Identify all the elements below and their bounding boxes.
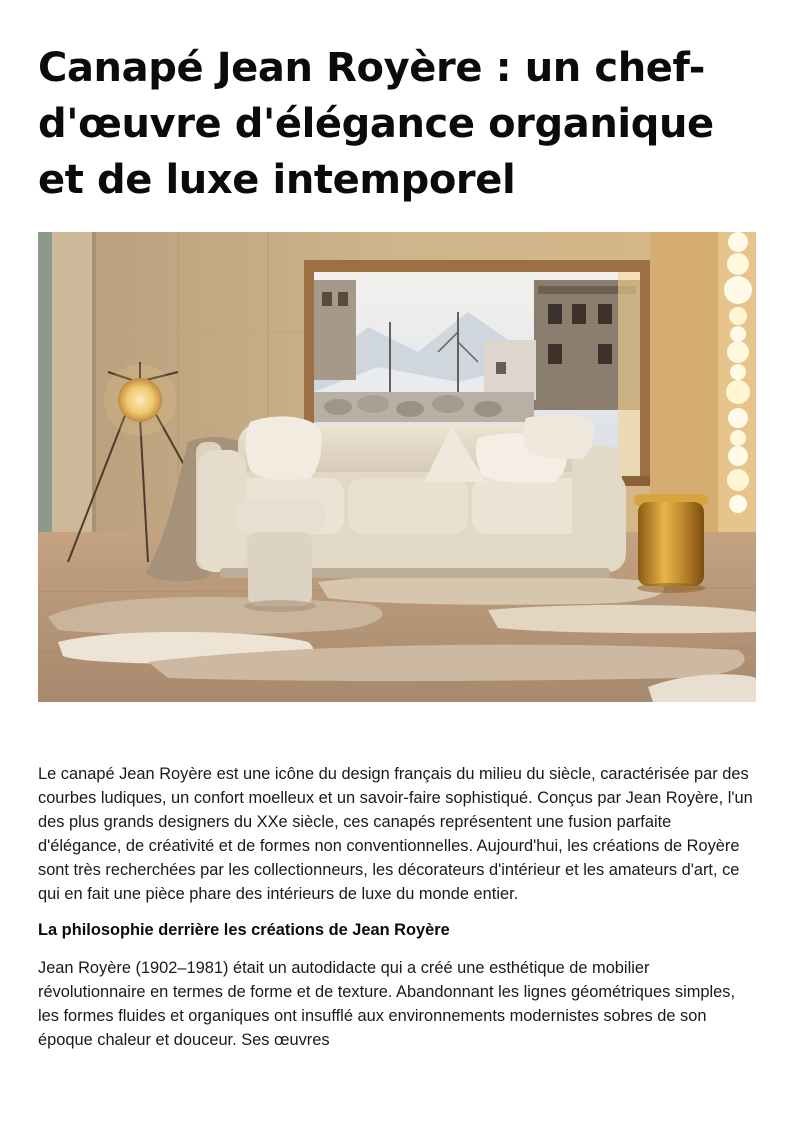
article-title: Canapé Jean Royère : un chef-d'œuvre d'élégance organique et de luxe intemporel [38, 45, 714, 203]
living-room-photo-icon [38, 232, 756, 702]
section-paragraph: Jean Royère (1902–1981) était un autodidacte qui a créé une esthétique de mobilier révolutionnaire en termes de forme et de texture. Abandonnant les lignes géométriques simples, les formes fluides et organiques ont insufflé aux environnements modernistes sobres de son époque chaleur et douceur. Ses œuvres [38, 959, 736, 1049]
hero-image [38, 232, 756, 702]
article-body [38, 762, 756, 1064]
article-page [38, 40, 756, 1049]
section-heading: La philosophie derrière les créations de Jean Royère [38, 921, 450, 939]
intro-paragraph: Le canapé Jean Royère est une icône du design français du milieu du siècle, caractérisée par des courbes ludiques, un confort moelleux et un savoir-faire sophistiqué. Conçus par Jean Royère, l'un des plus grands designers du XXe siècle, ces canapés représentent une fusion parfaite d'élégance, de créativité et de formes non conventionnelles. Aujourd'hui, les créations de Royère sont très recherchées par les collectionneurs, les décorateurs d'intérieur et les amateurs d'art, ce qui en fait une pièce phare des intérieurs de luxe du monde entier. [38, 765, 753, 903]
